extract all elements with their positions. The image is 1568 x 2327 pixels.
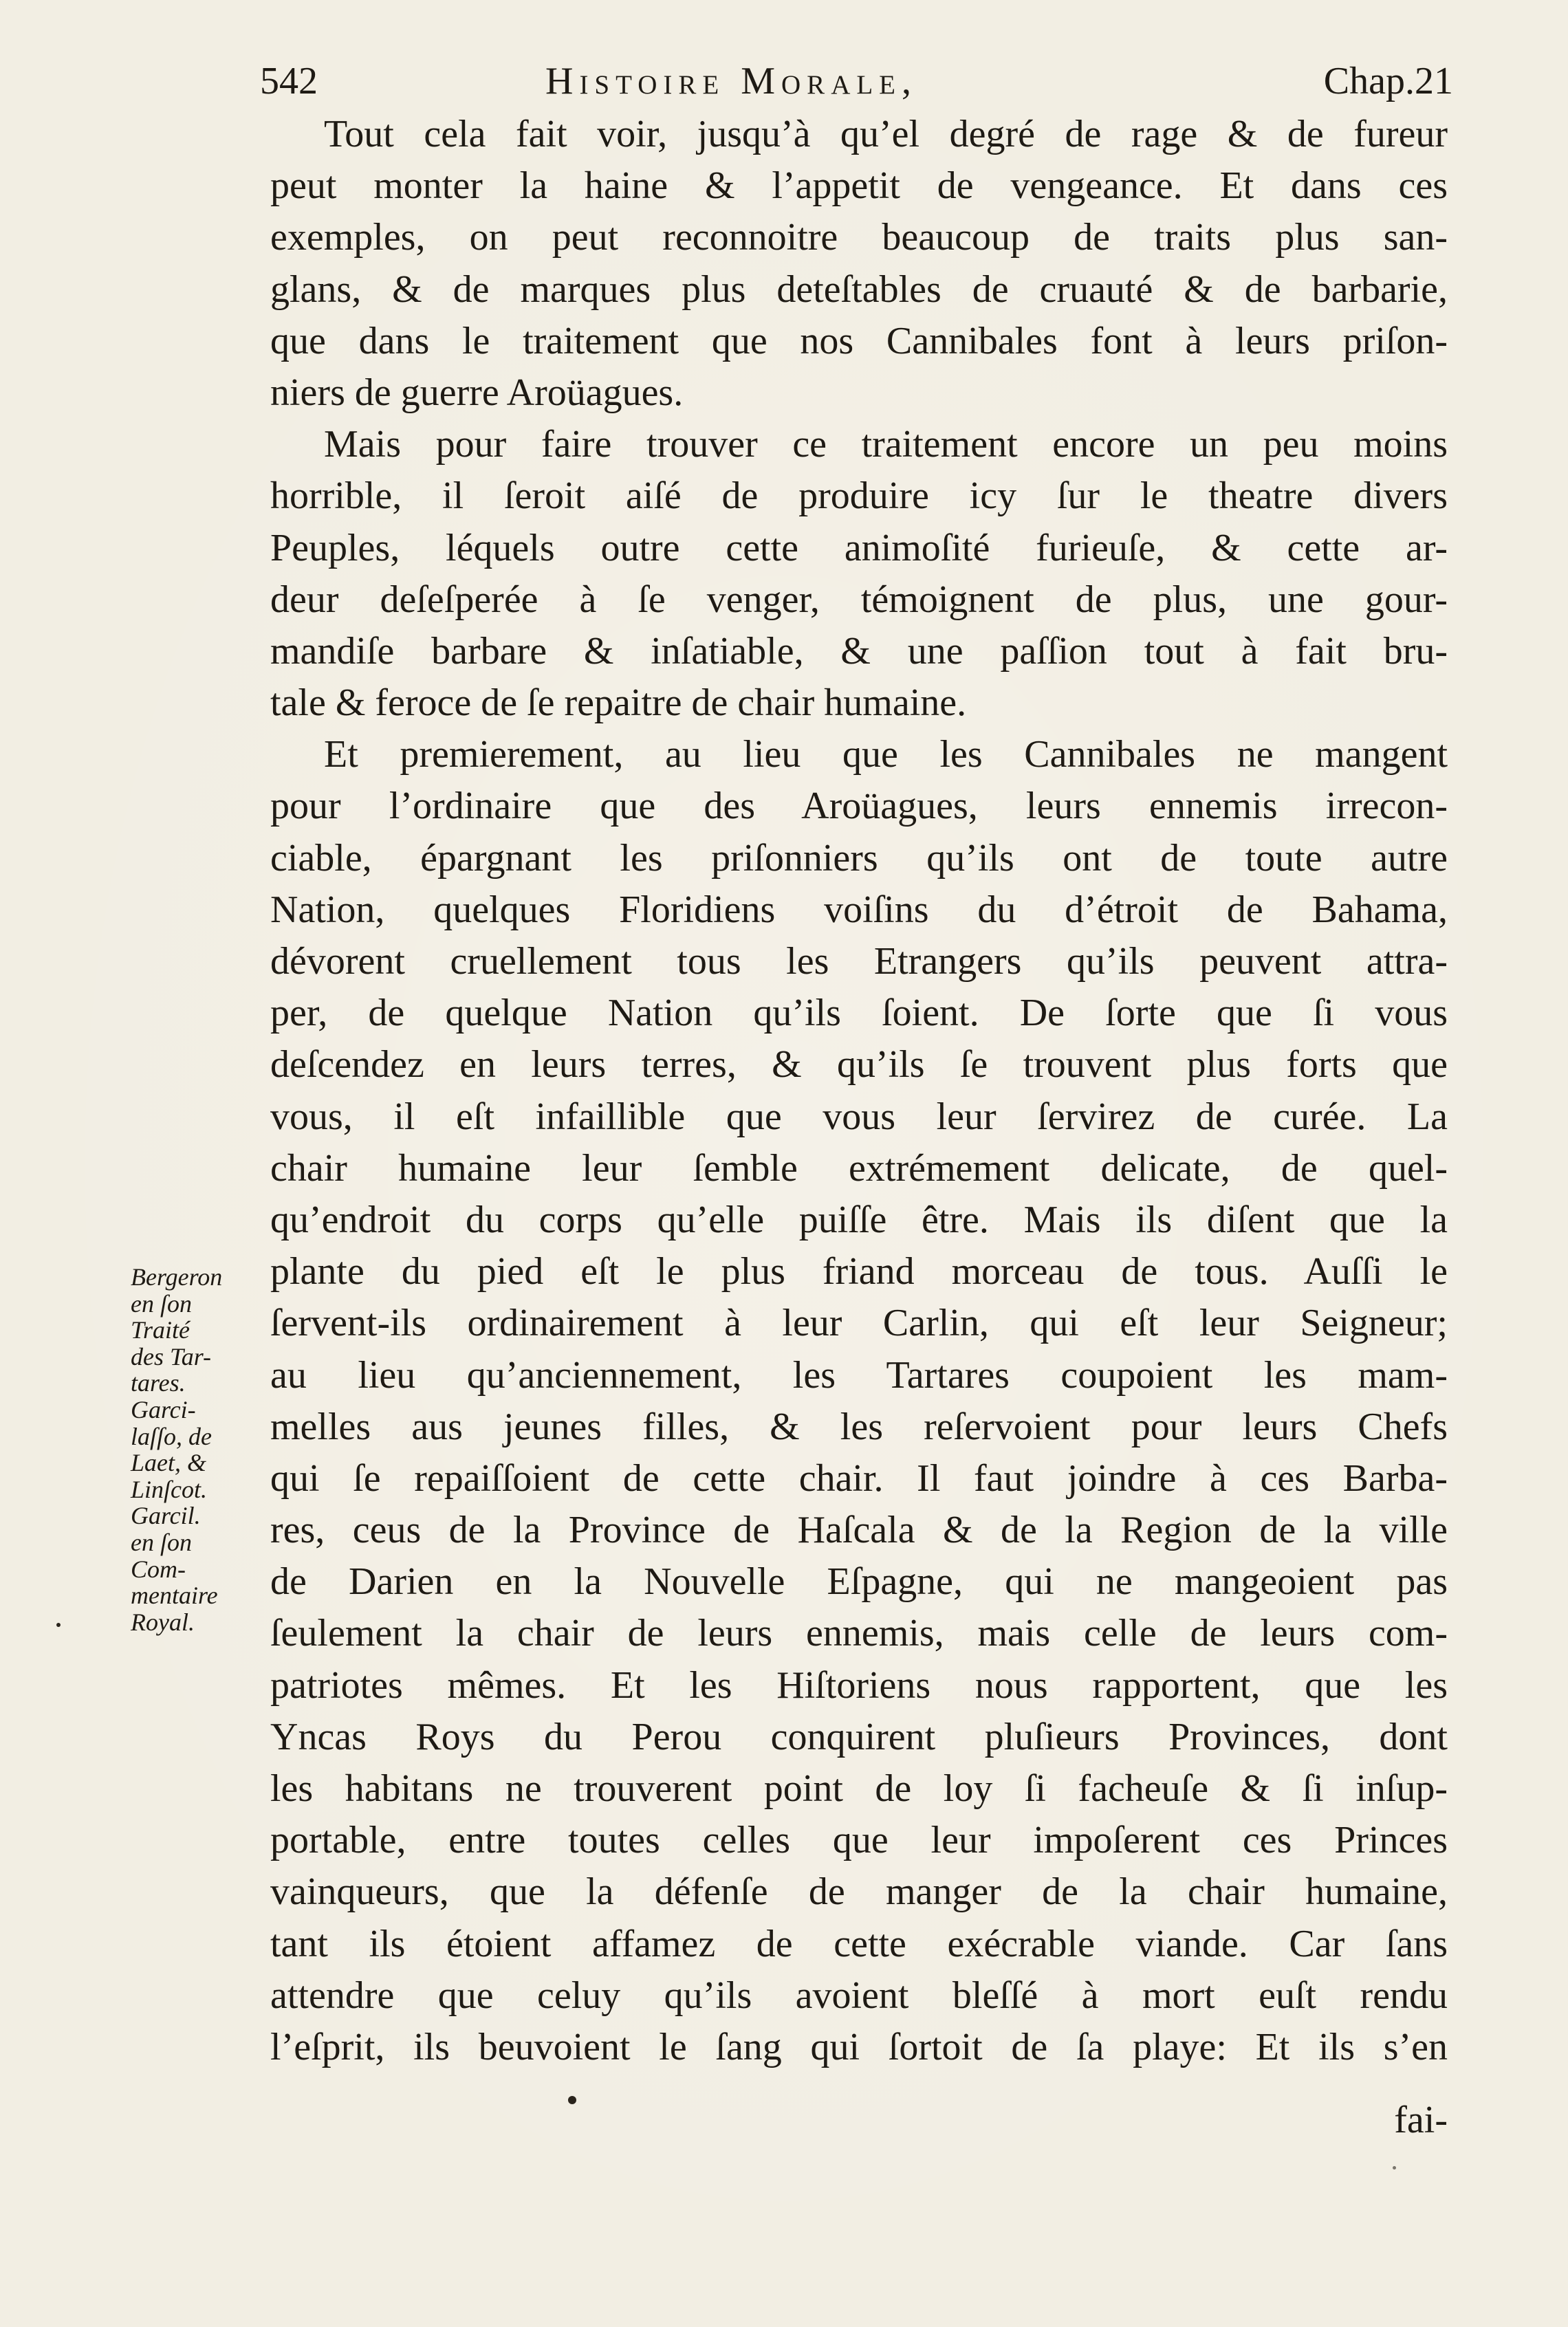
ink-speck <box>568 2096 576 2104</box>
text-line: Nation, quelques Floridiens voiſins du d’étroit de Bahama, <box>270 888 1448 931</box>
text-line: au lieu qu’anciennement, les Tartares coupoient les mam- <box>270 1353 1448 1397</box>
text-line: attendre que celuy qu’ils avoient bleſſé à mort euſt rendu <box>270 1974 1448 2017</box>
text-line: qui ſe repaiſſoient de cette chair. Il faut joindre à ces Barba- <box>270 1456 1448 1500</box>
text-line: qu’endroit du corps qu’elle puiſſe être. Mais ils diſent que la <box>270 1198 1448 1241</box>
text-line: mandiſe barbare & inſatiable, & une paſſion tout à fait bru- <box>270 629 1448 673</box>
text-line: Tout cela fait voir, jusqu’à qu’el degré de rage & de fureur <box>324 113 1448 155</box>
chapter-label: Chap.21 <box>1323 60 1453 102</box>
text-line: Mais pour faire trouver ce traitement encore un peu moins <box>324 423 1448 466</box>
marginal-note-line: des Tar- <box>131 1342 211 1370</box>
text-line: patriotes mêmes. Et les Hiſtoriens nous rapportent, que les <box>270 1663 1448 1707</box>
marginal-notes <box>131 1264 261 1635</box>
running-title: Histoire Morale, <box>545 60 918 102</box>
text-line: per, de quelque Nation qu’ils ſoient. De ſorte que ſi vous <box>270 992 1448 1035</box>
marginal-note-line: en ſon <box>131 1528 192 1556</box>
marginal-note-line: Com- <box>131 1555 186 1583</box>
marginal-note-line: Garci- <box>131 1395 196 1423</box>
ink-speck <box>1393 2166 1396 2170</box>
text-line: dévorent cruellement tous les Etrangers qu’ils peuvent attra- <box>270 940 1448 983</box>
catchword: fai- <box>1394 2099 1448 2141</box>
text-line: Yncas Roys du Perou conquirent pluſieurs Provinces, dont <box>270 1715 1448 1758</box>
text-line: melles aus jeunes filles, & les reſervoient pour leurs Chefs <box>270 1405 1448 1448</box>
text-line: Peuples, léquels outre cette animoſité furieuſe, & cette ar- <box>270 526 1448 569</box>
marginal-note-line: Royal. <box>131 1608 195 1636</box>
text-line: tale & feroce de ſe repaitre de chair humaine. <box>270 681 967 725</box>
text-line: deur deſeſperée à ſe venger, témoignent de plus, une gour- <box>270 578 1448 621</box>
text-line: plante du pied eſt le plus friand morceau de tous. Auſſi le <box>270 1250 1448 1293</box>
text-line: vainqueurs, que la défenſe de manger de la chair humaine, <box>270 1870 1448 1914</box>
text-line: que dans le traitement que nos Cannibales font à leurs priſon- <box>270 319 1448 362</box>
page-number: 542 <box>260 60 318 102</box>
text-line: ſervent-ils ordinairement à leur Carlin, qui eſt leur Seigneur; <box>270 1302 1448 1345</box>
text-line: l’eſprit, ils beuvoient le ſang qui ſortoit de ſa playe: Et ils s’en <box>270 2025 1448 2068</box>
text-line: horrible, il ſeroit aiſé de produire icy ſur le theatre divers <box>270 474 1448 518</box>
page-header <box>260 54 1453 109</box>
text-line: vous, il eſt infaillible que vous leur ſervirez de curée. La <box>270 1095 1448 1138</box>
text-line: de Darien en la Nouvelle Eſpagne, qui ne mangeoient pas <box>270 1560 1448 1604</box>
text-line: exemples, on peut reconnoitre beaucoup de traits plus san- <box>270 216 1448 259</box>
text-line: chair humaine leur ſemble extrémement delicate, de quel- <box>270 1146 1448 1190</box>
text-line: peut monter la haine & l’appetit de vengeance. Et dans ces <box>270 164 1448 208</box>
text-line: ſeulement la chair de leurs ennemis, mais celle de leurs com- <box>270 1612 1448 1655</box>
text-line: Et premierement, au lieu que les Cannibales ne mangent <box>324 733 1448 776</box>
text-line: ciable, épargnant les priſonniers qu’ils ont de toute autre <box>270 836 1448 880</box>
text-line: les habitans ne trouverent point de loy ſi facheuſe & ſi inſup- <box>270 1767 1448 1810</box>
marginal-note-line: en ſon <box>131 1289 192 1318</box>
text-line: glans, & de marques plus deteſtables de cruauté & de barbarie, <box>270 267 1448 311</box>
text-line: pour l’ordinaire que des Aroüagues, leurs ennemis irrecon- <box>270 785 1448 828</box>
marginal-note-line: Laet, & <box>131 1449 207 1477</box>
text-line: tant ils étoient affamez de cette exécrable viande. Car ſans <box>270 1922 1448 1965</box>
marginal-note-line: mentaire <box>131 1582 218 1610</box>
text-line: deſcendez en leurs terres, & qu’ils ſe trouvent plus forts que <box>270 1043 1448 1086</box>
marginal-note-line: Traité <box>131 1316 190 1344</box>
marginal-note-line: Bergeron <box>131 1263 223 1291</box>
ink-speck <box>56 1623 61 1627</box>
body-text <box>270 109 1448 2073</box>
marginal-note-line: tares. <box>131 1369 186 1397</box>
text-line: res, ceus de la Province de Haſcala & de la Region de la ville <box>270 1509 1448 1552</box>
marginal-note-line: Linſcot. <box>131 1475 208 1503</box>
marginal-note-line: laſſo, de <box>131 1422 212 1450</box>
text-line: portable, entre toutes celles que leur impoſerent ces Princes <box>270 1819 1448 1862</box>
marginal-note-line: Garcil. <box>131 1502 201 1530</box>
text-line: niers de guerre Aroüagues. <box>270 371 684 414</box>
